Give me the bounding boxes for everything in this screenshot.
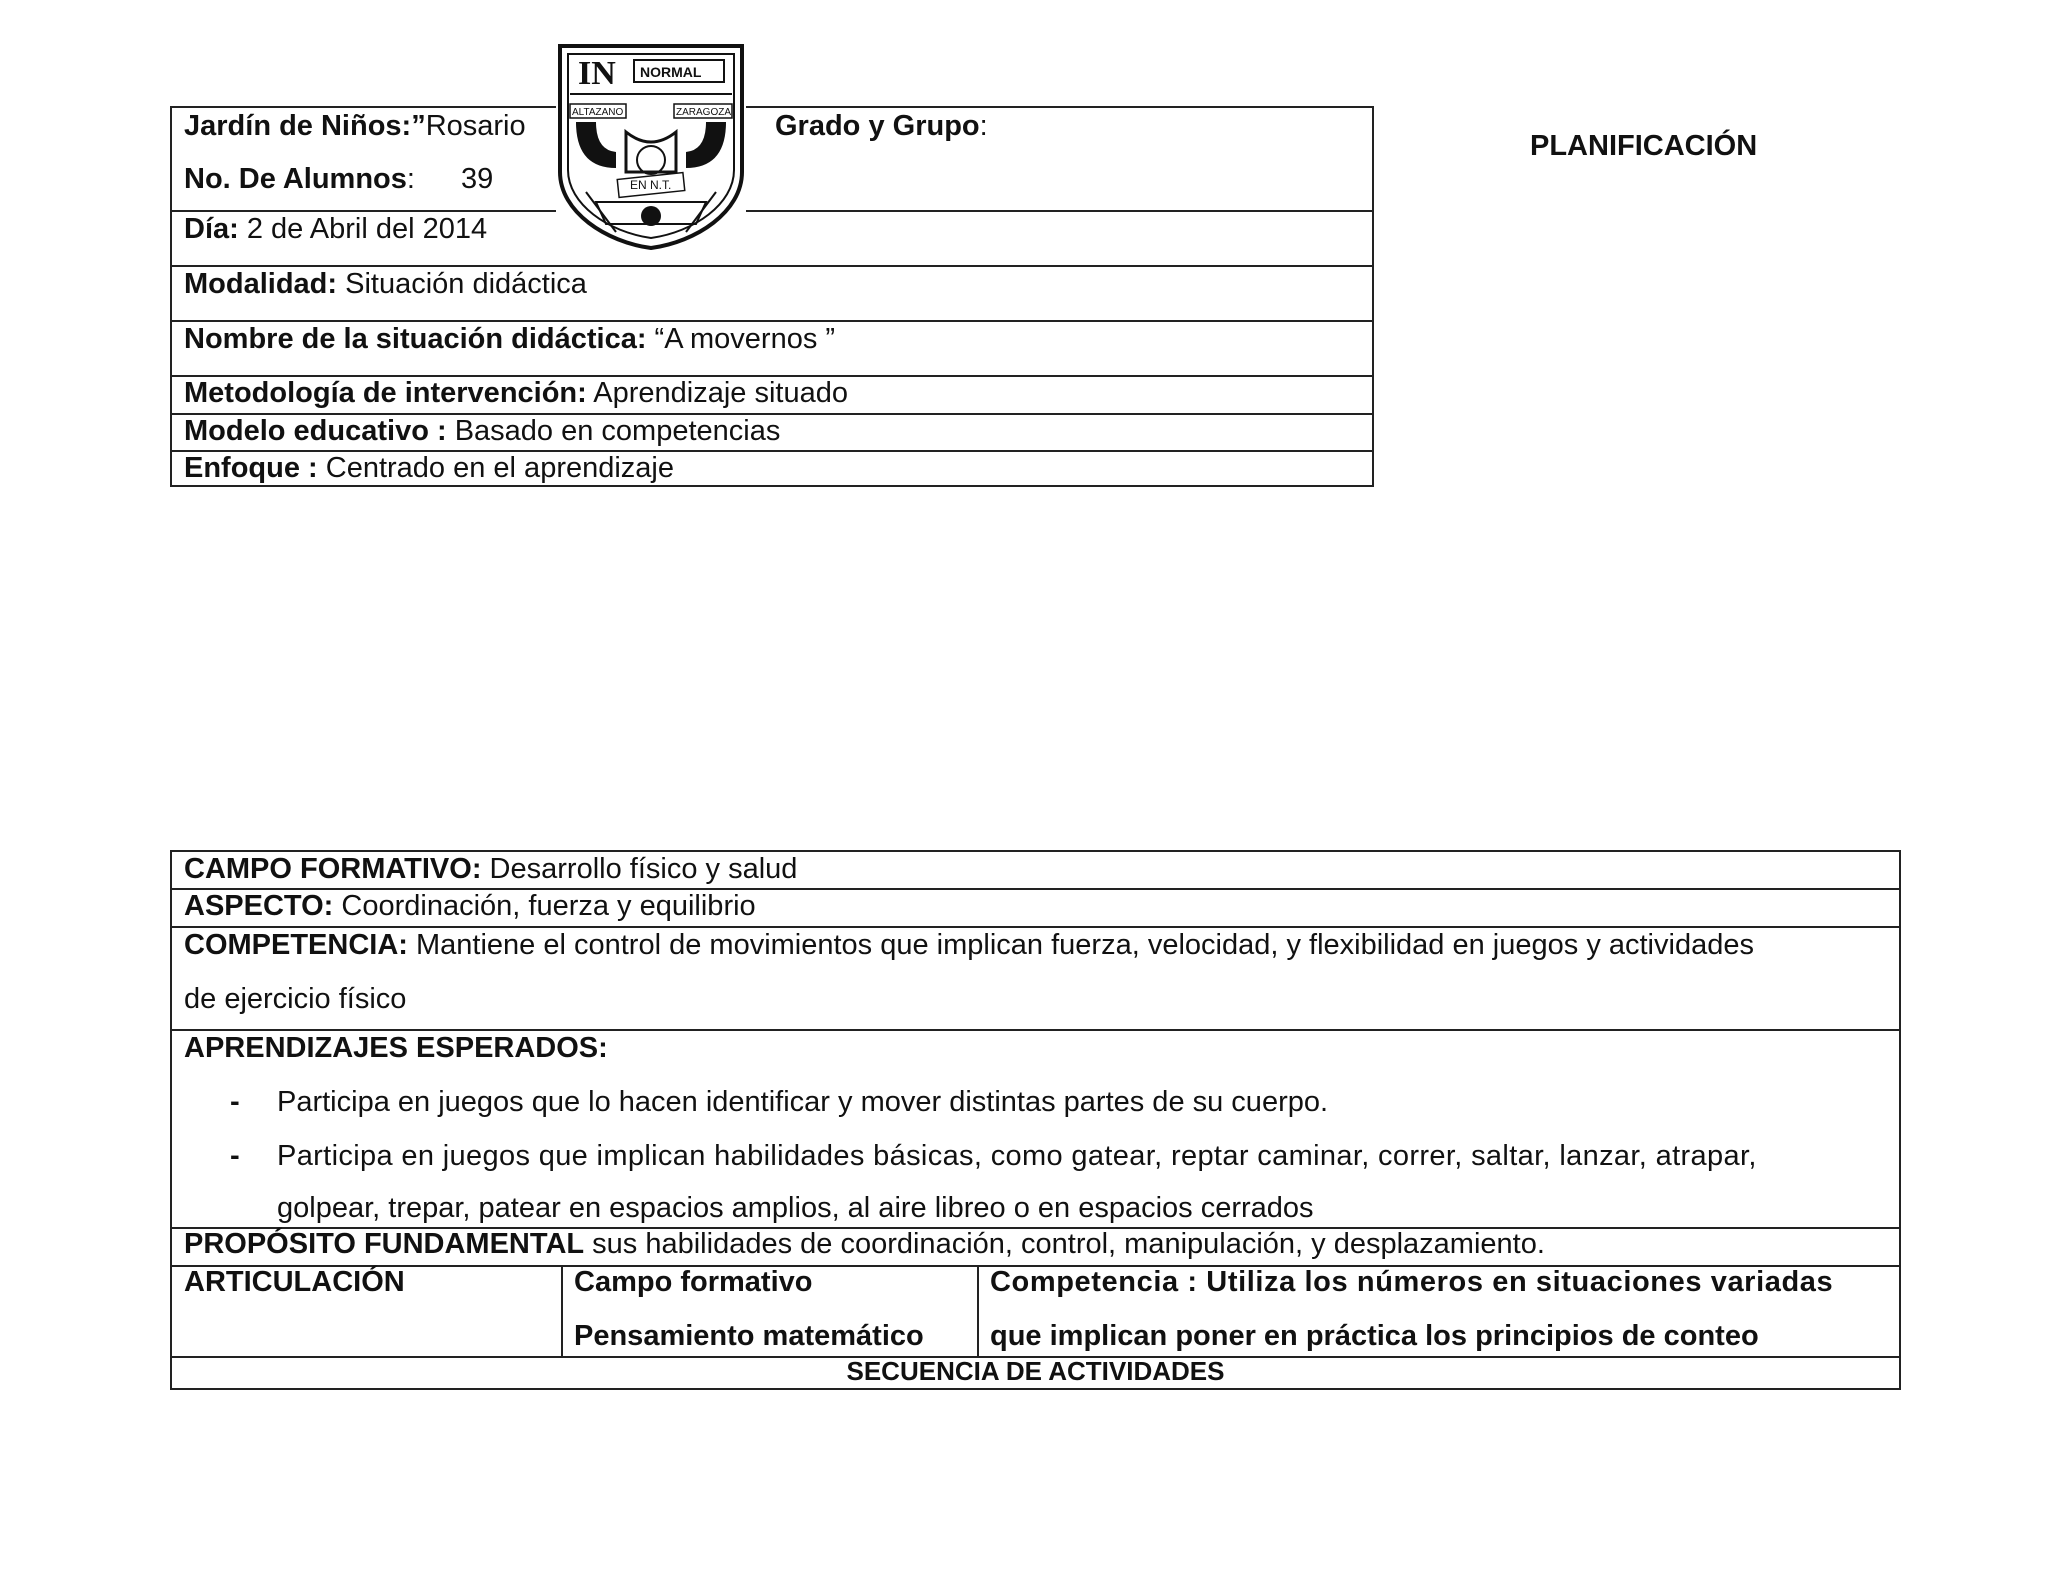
proposito-field <box>184 1227 1545 1261</box>
grado-colon: : <box>979 110 988 142</box>
aprendizaje-bullet: - <box>230 1140 240 1172</box>
campo2-line1: Campo formativo <box>574 1266 813 1298</box>
svg-text:EN N.T.: EN N.T. <box>630 178 672 192</box>
aprendizaje-item: Participa en juegos que implican habilidades básicas, como gatear, reptar caminar, correr, saltar, lanzar, atrapar, <box>277 1140 1757 1172</box>
jardin-field <box>184 109 526 143</box>
aspecto-value: Coordinación, fuerza y equilibrio <box>333 890 756 922</box>
campo2-line2: Pensamiento matemático <box>574 1320 924 1352</box>
page-title: PLANIFICACIÓN <box>1530 130 1758 162</box>
competencia-label: COMPETENCIA: <box>184 929 408 961</box>
school-seal-logo <box>556 42 746 252</box>
campo-value: Desarrollo físico y salud <box>481 853 798 885</box>
metodologia-value: Aprendizaje situado <box>586 377 848 409</box>
svg-text:NORMAL: NORMAL <box>640 64 702 80</box>
dia-label: Día: <box>184 213 239 245</box>
alumnos-value: 39 <box>460 163 494 195</box>
modelo-value: Basado en competencias <box>446 415 781 447</box>
nombre-label: Nombre de la situación didáctica: <box>184 323 647 355</box>
col-divider <box>561 1265 563 1356</box>
aprendizajes-label: APRENDIZAJES ESPERADOS: <box>184 1032 608 1064</box>
jardin-value: Rosario <box>425 110 526 142</box>
proposito-label: PROPÓSITO FUNDAMENTAL <box>184 1228 585 1260</box>
aprendizaje-bullet: - <box>230 1086 240 1118</box>
competencia-value-line1: Mantiene el control de movimientos que implican fuerza, velocidad, y flexibilidad en juegos y actividades <box>407 929 1754 961</box>
grado-field <box>775 109 988 143</box>
dia-value: 2 de Abril del 2014 <box>238 213 488 245</box>
alumnos-label: No. De Alumnos <box>184 163 407 195</box>
campo-label: CAMPO FORMATIVO: <box>184 853 482 885</box>
campo-formativo-field <box>184 852 797 886</box>
competencia2-line1: Competencia : Utiliza los números en situaciones variadas <box>990 1266 1834 1298</box>
proposito-value: sus habilidades de coordinación, control, manipulación, y desplazamiento. <box>584 1228 1545 1260</box>
svg-text:ALTAZANO: ALTAZANO <box>572 107 624 118</box>
svg-text:ZARAGOZA: ZARAGOZA <box>676 107 732 118</box>
jardin-label: Jardín de Niños:” <box>184 110 426 142</box>
modelo-field <box>184 414 780 448</box>
modalidad-value: Situación didáctica <box>337 268 587 300</box>
nombre-value: “A movernos ” <box>646 323 836 355</box>
modalidad-field <box>184 267 587 301</box>
enfoque-field <box>184 451 674 485</box>
alumnos-colon: : <box>406 163 415 195</box>
enfoque-value: Centrado en el aprendizaje <box>317 452 675 484</box>
dia-field <box>184 212 487 246</box>
svg-text:IN: IN <box>578 55 616 92</box>
secuencia-label: SECUENCIA DE ACTIVIDADES <box>846 1356 1225 1386</box>
articulacion-label: ARTICULACIÓN <box>184 1266 405 1298</box>
competencia-field <box>184 928 1754 962</box>
metodologia-label: Metodología de intervención: <box>184 377 587 409</box>
alumnos-field <box>184 162 493 196</box>
nombre-field <box>184 322 835 356</box>
competencia-value-line2: de ejercicio físico <box>184 983 407 1015</box>
metodologia-field <box>184 376 848 410</box>
competencia2-line2: que implican poner en práctica los principios de conteo <box>990 1320 1759 1352</box>
enfoque-label: Enfoque : <box>184 452 318 484</box>
aprendizaje-item-cont: golpear, trepar, patear en espacios amplios, al aire libreo o en espacios cerrados <box>277 1192 1314 1224</box>
grado-label: Grado y Grupo <box>775 110 980 142</box>
aspecto-field <box>184 889 756 923</box>
aprendizaje-item: Participa en juegos que lo hacen identificar y mover distintas partes de su cuerpo. <box>277 1086 1329 1118</box>
aspecto-label: ASPECTO: <box>184 890 334 922</box>
col-divider <box>977 1265 979 1356</box>
seal-icon <box>556 42 746 252</box>
modelo-label: Modelo educativo : <box>184 415 447 447</box>
modalidad-label: Modalidad: <box>184 268 338 300</box>
